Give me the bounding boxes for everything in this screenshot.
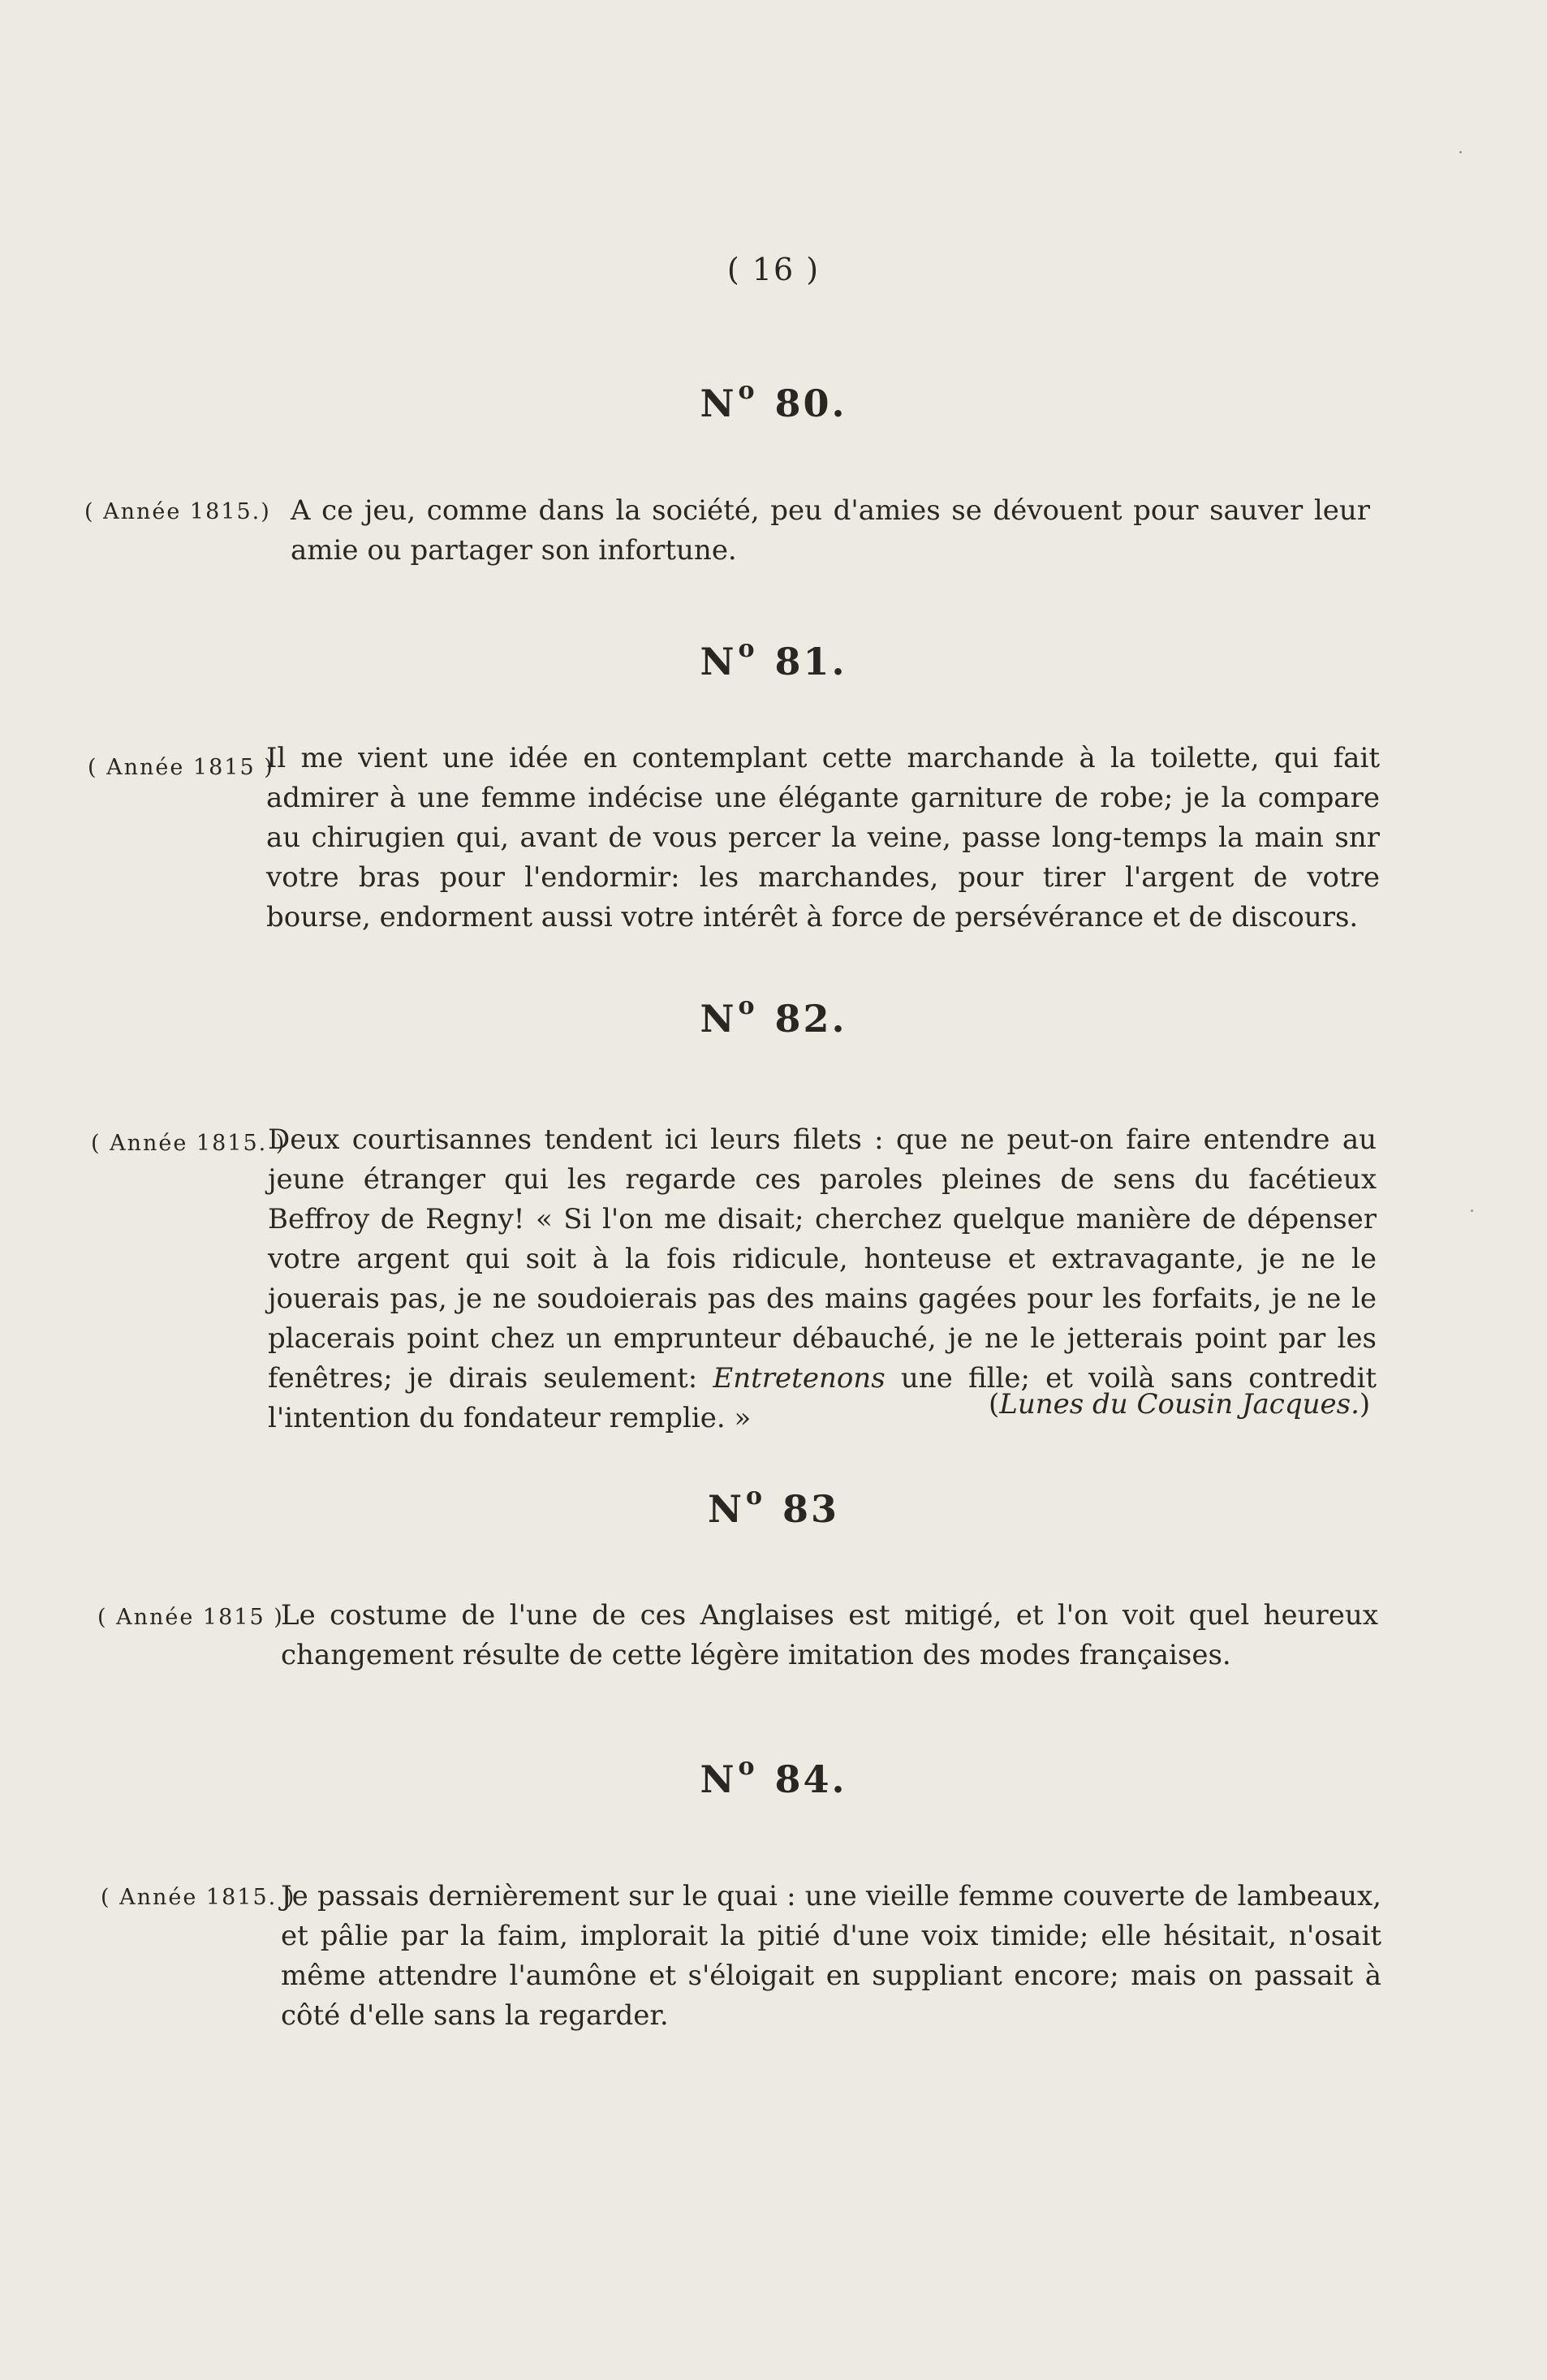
heading-sup: o	[746, 1482, 765, 1511]
heading-no: N	[707, 1487, 744, 1531]
citation-text: Lunes du Cousin Jacques.	[999, 1388, 1360, 1421]
entry-date: ( Année 1815. )	[91, 1131, 287, 1156]
entry-heading	[0, 635, 1547, 683]
citation-close: )	[1359, 1388, 1371, 1421]
heading-no: N	[700, 1757, 737, 1801]
entry-date: ( Année 1815 )	[97, 1605, 284, 1630]
entry-text: Le costume de l'une de ces Anglaises est mitigé, et l'on voit quel heureux changement résulte de cette légère imitation des modes françaises.	[281, 1599, 1378, 1671]
entry-text-part: Deux courtisannes tendent ici leurs filets : que ne peut-on faire entendre au jeune étranger qui les regarde ces paroles pleines de sens du facétieux Beffroy de Regny! « Si l'on me disait; cherchez quelque manière de dépenser votre argent qui soit à la fois ridicule, honteuse et extravagante, je ne le jouerais pas, je ne soudoierais pas des mains gagées pour les forfaits, je ne le placerais point chez un emprunteur débauché, je ne le jetterais point par les fenêtres; je dirais seulement:	[268, 1123, 1377, 1395]
heading-no: N	[700, 640, 737, 683]
entry-text: A ce jeu, comme dans la société, peu d'amies se dévouent pour sauver leur amie ou partager son infortune.	[291, 494, 1370, 567]
entry-heading	[0, 1482, 1547, 1531]
heading-sup: o	[738, 635, 757, 663]
heading-number: 82.	[774, 997, 847, 1041]
heading-number: 81.	[774, 640, 847, 683]
citation	[989, 1388, 1370, 1421]
entry-text-italic: Entretenons	[713, 1362, 886, 1395]
entry-text-part: une fille; et voilà sans contredit l'intention du fondateur remplie. »	[268, 1362, 1377, 1434]
heading-no: N	[700, 997, 737, 1041]
entry-heading	[0, 992, 1547, 1041]
entry-heading	[0, 377, 1547, 425]
paper-speck	[1471, 1209, 1473, 1212]
entry-text: Il me vient une idée en contemplant cette marchande à la toilette, qui fait admirer à une femme indécise une élégante garniture de robe; je la compare au chirugien qui, avant de vous percer la veine, passe long-temps la main snr votre bras pour l'endormir: les marchandes, pour tirer l'argent de votre bourse, endorment aussi votre intérêt à force de persévérance et de discours.	[266, 742, 1380, 933]
heading-sup: o	[738, 1753, 757, 1781]
entry-date: ( Année 1815. )	[101, 1885, 296, 1910]
citation-open: (	[989, 1388, 1000, 1421]
entry-date: ( Année 1815.)	[84, 499, 271, 524]
heading-number: 84.	[774, 1757, 847, 1801]
entry-heading	[0, 1753, 1547, 1801]
paper-speck	[1459, 151, 1462, 153]
entry-date: ( Année 1815 )	[88, 755, 274, 780]
heading-sup: o	[738, 992, 757, 1020]
heading-sup: o	[738, 377, 757, 405]
heading-number: 80.	[774, 382, 847, 425]
entry-text: Je passais dernièrement sur le quai : une vieille femme couverte de lambeaux, et pâlie par la faim, implorait la pitié d'une voix timide; elle hésitait, n'osait même attendre l'aumône et s'éloigait en suppliant encore; mais on passait à côté d'elle sans la regarder.	[281, 1880, 1381, 2032]
page-number: ( 16 )	[726, 252, 821, 287]
heading-number: 83	[782, 1487, 840, 1531]
heading-no: N	[700, 382, 737, 425]
